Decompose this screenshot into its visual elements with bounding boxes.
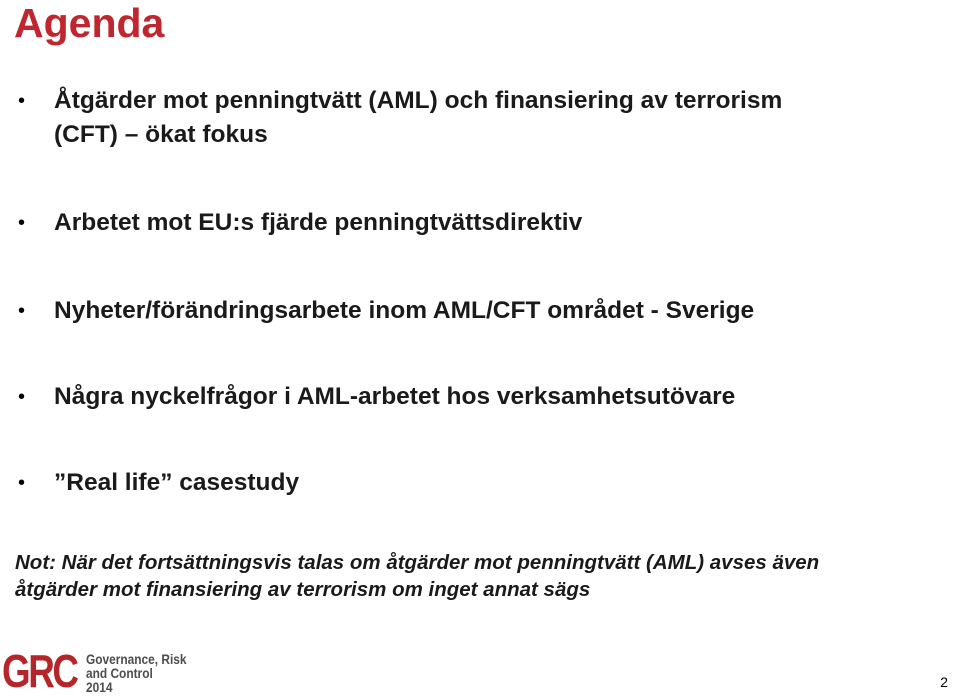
footnote-line: Not: När det fortsättningsvis talas om åtgärder mot penningtvätt (AML) avses även — [15, 551, 820, 574]
agenda-item-text — [54, 84, 944, 152]
grc-logo-subtitle — [86, 652, 187, 694]
bullet-icon: • — [18, 300, 26, 322]
bullet-icon: • — [18, 472, 26, 494]
bullet-icon: • — [18, 212, 26, 234]
grc-logo-letters: GRC — [2, 645, 77, 697]
grc-logo-line: 2014 — [86, 679, 113, 695]
agenda-item-text: Några nyckelfrågor i AML-arbetet hos verksamhetsutövare — [54, 383, 736, 410]
agenda-item-text: Nyheter/förändringsarbete inom AML/CFT området - Sverige — [54, 297, 755, 324]
slide-title: Agenda — [14, 0, 165, 46]
grc-logo-line: Governance, Risk — [86, 651, 187, 667]
agenda-item-line: Åtgärder mot penningtvätt (AML) och finansiering av terrorism — [54, 87, 783, 114]
page-number: 2 — [940, 674, 948, 690]
grc-logo-line: and Control — [86, 665, 153, 681]
agenda-item-text: ”Real life” casestudy — [54, 469, 300, 496]
footnote-line: åtgärder mot finansiering av terrorism om inget annat sägs — [15, 578, 591, 601]
agenda-item-text: Arbetet mot EU:s fjärde penningtvättsdirektiv — [54, 209, 583, 236]
bullet-icon: • — [18, 90, 26, 112]
footnote — [15, 549, 960, 603]
bullet-icon: • — [18, 386, 26, 408]
agenda-item-line: (CFT) – ökat fokus — [54, 121, 268, 148]
